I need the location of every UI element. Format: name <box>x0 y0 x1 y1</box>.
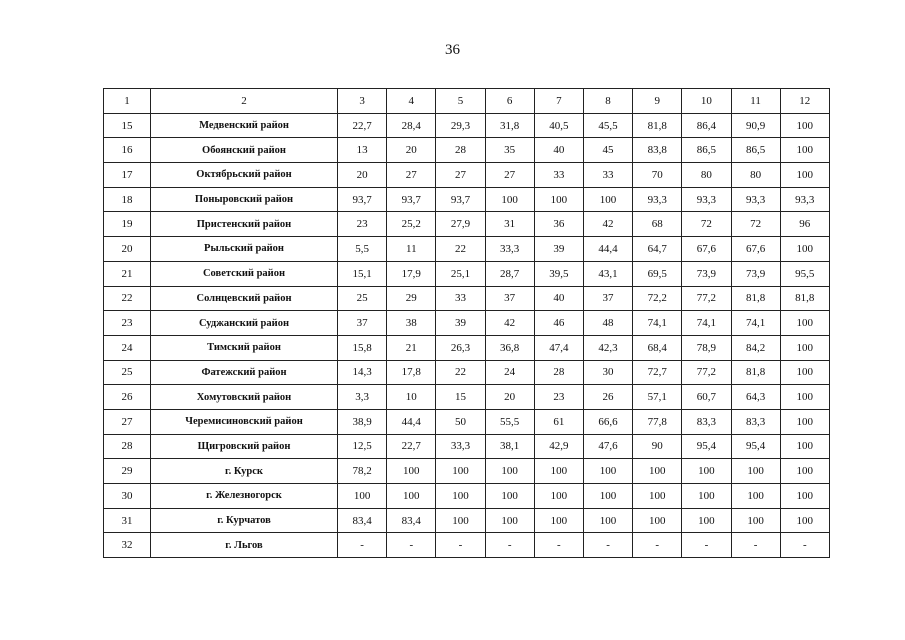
value-cell: 15 <box>436 385 485 410</box>
value-cell: 100 <box>338 484 387 509</box>
value-cell: 100 <box>387 484 436 509</box>
value-cell: 15,8 <box>338 335 387 360</box>
table-row <box>104 261 830 286</box>
row-number: 19 <box>104 212 151 237</box>
row-number: 29 <box>104 459 151 484</box>
value-cell: 100 <box>633 484 682 509</box>
value-cell: 29,3 <box>436 113 485 138</box>
column-header: 11 <box>731 89 780 114</box>
value-cell: 83,3 <box>731 409 780 434</box>
value-cell: 36,8 <box>485 335 534 360</box>
table-row <box>104 311 830 336</box>
row-number: 22 <box>104 286 151 311</box>
table-row <box>104 409 830 434</box>
value-cell: 77,2 <box>682 360 731 385</box>
value-cell: 100 <box>780 311 829 336</box>
value-cell: 15,1 <box>338 261 387 286</box>
value-cell: 40,5 <box>534 113 583 138</box>
value-cell: 24 <box>485 360 534 385</box>
value-cell: - <box>338 533 387 558</box>
column-header: 6 <box>485 89 534 114</box>
district-name: Медвенский район <box>151 113 338 138</box>
value-cell: 100 <box>485 508 534 533</box>
row-number: 18 <box>104 187 151 212</box>
value-cell: 100 <box>583 484 632 509</box>
header-row <box>104 89 830 114</box>
value-cell: 25 <box>338 286 387 311</box>
value-cell: - <box>583 533 632 558</box>
value-cell: 86,5 <box>682 138 731 163</box>
value-cell: 95,4 <box>731 434 780 459</box>
value-cell: 47,4 <box>534 335 583 360</box>
value-cell: 33 <box>534 163 583 188</box>
value-cell: 44,4 <box>387 409 436 434</box>
value-cell: - <box>731 533 780 558</box>
table-body <box>104 113 830 557</box>
value-cell: 69,5 <box>633 261 682 286</box>
value-cell: 48 <box>583 311 632 336</box>
value-cell: 100 <box>583 187 632 212</box>
value-cell: 100 <box>780 237 829 262</box>
value-cell: 38,9 <box>338 409 387 434</box>
value-cell: 37 <box>338 311 387 336</box>
value-cell: - <box>780 533 829 558</box>
value-cell: 100 <box>485 484 534 509</box>
row-number: 21 <box>104 261 151 286</box>
value-cell: 12,5 <box>338 434 387 459</box>
value-cell: 45,5 <box>583 113 632 138</box>
value-cell: 72,2 <box>633 286 682 311</box>
value-cell: 36 <box>534 212 583 237</box>
page-number: 36 <box>445 42 460 58</box>
value-cell: 11 <box>387 237 436 262</box>
value-cell: 100 <box>780 138 829 163</box>
value-cell: 28 <box>436 138 485 163</box>
district-name: г. Курчатов <box>151 508 338 533</box>
table-row <box>104 163 830 188</box>
table-row <box>104 459 830 484</box>
column-header: 4 <box>387 89 436 114</box>
value-cell: 64,7 <box>633 237 682 262</box>
district-name: Щигровский район <box>151 434 338 459</box>
value-cell: 73,9 <box>682 261 731 286</box>
value-cell: 20 <box>485 385 534 410</box>
value-cell: 27 <box>485 163 534 188</box>
value-cell: 33 <box>436 286 485 311</box>
row-number: 27 <box>104 409 151 434</box>
value-cell: 100 <box>583 459 632 484</box>
value-cell: 17,9 <box>387 261 436 286</box>
value-cell: 83,8 <box>633 138 682 163</box>
table-row <box>104 187 830 212</box>
column-header: 5 <box>436 89 485 114</box>
table-row <box>104 237 830 262</box>
row-number: 16 <box>104 138 151 163</box>
value-cell: 3,3 <box>338 385 387 410</box>
table-row <box>104 286 830 311</box>
value-cell: 29 <box>387 286 436 311</box>
value-cell: 81,8 <box>731 360 780 385</box>
table-row <box>104 360 830 385</box>
value-cell: 74,1 <box>633 311 682 336</box>
table-row <box>104 212 830 237</box>
value-cell: 10 <box>387 385 436 410</box>
value-cell: 93,7 <box>436 187 485 212</box>
table-row <box>104 113 830 138</box>
district-name: Солнцевский район <box>151 286 338 311</box>
value-cell: 68,4 <box>633 335 682 360</box>
column-header: 1 <box>104 89 151 114</box>
value-cell: 95,4 <box>682 434 731 459</box>
row-number: 30 <box>104 484 151 509</box>
value-cell: 33,3 <box>485 237 534 262</box>
value-cell: 86,4 <box>682 113 731 138</box>
value-cell: - <box>633 533 682 558</box>
value-cell: 67,6 <box>731 237 780 262</box>
row-number: 17 <box>104 163 151 188</box>
value-cell: 100 <box>387 459 436 484</box>
value-cell: 42 <box>485 311 534 336</box>
value-cell: 22 <box>436 360 485 385</box>
value-cell: 50 <box>436 409 485 434</box>
column-header: 7 <box>534 89 583 114</box>
value-cell: 72 <box>682 212 731 237</box>
row-number: 20 <box>104 237 151 262</box>
value-cell: 74,1 <box>731 311 780 336</box>
district-name: Пристенский район <box>151 212 338 237</box>
value-cell: 31,8 <box>485 113 534 138</box>
value-cell: 27,9 <box>436 212 485 237</box>
column-header: 8 <box>583 89 632 114</box>
value-cell: 33 <box>583 163 632 188</box>
table-header <box>104 89 830 114</box>
value-cell: 28,4 <box>387 113 436 138</box>
value-cell: 100 <box>633 459 682 484</box>
value-cell: 100 <box>633 508 682 533</box>
value-cell: 80 <box>731 163 780 188</box>
value-cell: 37 <box>583 286 632 311</box>
value-cell: - <box>682 533 731 558</box>
district-name: Рыльский район <box>151 237 338 262</box>
column-header: 3 <box>338 89 387 114</box>
value-cell: 100 <box>436 508 485 533</box>
row-number: 28 <box>104 434 151 459</box>
value-cell: 81,8 <box>731 286 780 311</box>
value-cell: 100 <box>534 187 583 212</box>
value-cell: 100 <box>731 484 780 509</box>
value-cell: 100 <box>583 508 632 533</box>
value-cell: 100 <box>780 484 829 509</box>
value-cell: 44,4 <box>583 237 632 262</box>
row-number: 24 <box>104 335 151 360</box>
value-cell: 100 <box>485 459 534 484</box>
value-cell: 45 <box>583 138 632 163</box>
value-cell: 42,3 <box>583 335 632 360</box>
data-table <box>103 88 830 558</box>
district-name: Хомутовский район <box>151 385 338 410</box>
value-cell: 78,2 <box>338 459 387 484</box>
value-cell: 20 <box>338 163 387 188</box>
value-cell: 90 <box>633 434 682 459</box>
value-cell: 93,3 <box>682 187 731 212</box>
value-cell: 40 <box>534 286 583 311</box>
value-cell: 93,7 <box>387 187 436 212</box>
value-cell: 40 <box>534 138 583 163</box>
value-cell: - <box>534 533 583 558</box>
value-cell: 72,7 <box>633 360 682 385</box>
value-cell: 37 <box>485 286 534 311</box>
district-name: г. Курск <box>151 459 338 484</box>
row-number: 15 <box>104 113 151 138</box>
value-cell: 26,3 <box>436 335 485 360</box>
district-name: Обоянский район <box>151 138 338 163</box>
row-number: 23 <box>104 311 151 336</box>
value-cell: 35 <box>485 138 534 163</box>
value-cell: 93,3 <box>731 187 780 212</box>
value-cell: 100 <box>682 484 731 509</box>
value-cell: 95,5 <box>780 261 829 286</box>
value-cell: 70 <box>633 163 682 188</box>
value-cell: 81,8 <box>780 286 829 311</box>
value-cell: 100 <box>780 508 829 533</box>
value-cell: 100 <box>780 434 829 459</box>
value-cell: 100 <box>731 459 780 484</box>
value-cell: 28 <box>534 360 583 385</box>
value-cell: - <box>436 533 485 558</box>
value-cell: 83,3 <box>682 409 731 434</box>
value-cell: 81,8 <box>633 113 682 138</box>
value-cell: 22,7 <box>338 113 387 138</box>
value-cell: 64,3 <box>731 385 780 410</box>
column-header: 10 <box>682 89 731 114</box>
value-cell: 77,2 <box>682 286 731 311</box>
row-number: 26 <box>104 385 151 410</box>
value-cell: 42,9 <box>534 434 583 459</box>
value-cell: 17,8 <box>387 360 436 385</box>
value-cell: 100 <box>780 459 829 484</box>
value-cell: 39 <box>534 237 583 262</box>
value-cell: 43,1 <box>583 261 632 286</box>
value-cell: 93,3 <box>780 187 829 212</box>
district-name: Фатежский район <box>151 360 338 385</box>
district-name: Черемисиновский район <box>151 409 338 434</box>
value-cell: 74,1 <box>682 311 731 336</box>
value-cell: 31 <box>485 212 534 237</box>
value-cell: 61 <box>534 409 583 434</box>
value-cell: 78,9 <box>682 335 731 360</box>
table-row <box>104 385 830 410</box>
value-cell: - <box>485 533 534 558</box>
value-cell: 27 <box>387 163 436 188</box>
value-cell: 38 <box>387 311 436 336</box>
value-cell: 20 <box>387 138 436 163</box>
value-cell: 100 <box>682 508 731 533</box>
value-cell: 83,4 <box>387 508 436 533</box>
value-cell: 100 <box>534 484 583 509</box>
column-header: 9 <box>633 89 682 114</box>
value-cell: 55,5 <box>485 409 534 434</box>
value-cell: 100 <box>534 459 583 484</box>
value-cell: 25,1 <box>436 261 485 286</box>
district-name: Советский район <box>151 261 338 286</box>
value-cell: 90,9 <box>731 113 780 138</box>
value-cell: 5,5 <box>338 237 387 262</box>
value-cell: 93,7 <box>338 187 387 212</box>
value-cell: 100 <box>780 113 829 138</box>
value-cell: 73,9 <box>731 261 780 286</box>
value-cell: 22 <box>436 237 485 262</box>
value-cell: 39,5 <box>534 261 583 286</box>
value-cell: 23 <box>534 385 583 410</box>
table-row <box>104 484 830 509</box>
value-cell: 22,7 <box>387 434 436 459</box>
district-name: г. Льгов <box>151 533 338 558</box>
value-cell: 47,6 <box>583 434 632 459</box>
row-number: 32 <box>104 533 151 558</box>
table-row <box>104 533 830 558</box>
district-name: Поныровский район <box>151 187 338 212</box>
value-cell: 38,1 <box>485 434 534 459</box>
value-cell: 33,3 <box>436 434 485 459</box>
value-cell: 30 <box>583 360 632 385</box>
value-cell: 100 <box>436 484 485 509</box>
value-cell: 100 <box>534 508 583 533</box>
value-cell: 68 <box>633 212 682 237</box>
value-cell: 26 <box>583 385 632 410</box>
value-cell: 100 <box>780 163 829 188</box>
value-cell: 84,2 <box>731 335 780 360</box>
value-cell: 100 <box>485 187 534 212</box>
column-header: 2 <box>151 89 338 114</box>
district-name: г. Железногорск <box>151 484 338 509</box>
value-cell: 100 <box>682 459 731 484</box>
value-cell: 46 <box>534 311 583 336</box>
value-cell: 27 <box>436 163 485 188</box>
value-cell: 96 <box>780 212 829 237</box>
value-cell: 25,2 <box>387 212 436 237</box>
value-cell: 86,5 <box>731 138 780 163</box>
value-cell: 77,8 <box>633 409 682 434</box>
value-cell: 39 <box>436 311 485 336</box>
value-cell: 93,3 <box>633 187 682 212</box>
value-cell: 100 <box>780 360 829 385</box>
value-cell: 100 <box>780 335 829 360</box>
value-cell: 83,4 <box>338 508 387 533</box>
district-name: Октябрьский район <box>151 163 338 188</box>
value-cell: 14,3 <box>338 360 387 385</box>
value-cell: 28,7 <box>485 261 534 286</box>
table-row <box>104 335 830 360</box>
district-name: Тимский район <box>151 335 338 360</box>
value-cell: 100 <box>780 385 829 410</box>
table-row <box>104 434 830 459</box>
value-cell: 23 <box>338 212 387 237</box>
value-cell: - <box>387 533 436 558</box>
value-cell: 80 <box>682 163 731 188</box>
table-row <box>104 508 830 533</box>
value-cell: 100 <box>780 409 829 434</box>
value-cell: 67,6 <box>682 237 731 262</box>
row-number: 25 <box>104 360 151 385</box>
value-cell: 42 <box>583 212 632 237</box>
table-row <box>104 138 830 163</box>
value-cell: 60,7 <box>682 385 731 410</box>
column-header: 12 <box>780 89 829 114</box>
row-number: 31 <box>104 508 151 533</box>
value-cell: 72 <box>731 212 780 237</box>
district-name: Суджанский район <box>151 311 338 336</box>
value-cell: 100 <box>731 508 780 533</box>
value-cell: 57,1 <box>633 385 682 410</box>
value-cell: 66,6 <box>583 409 632 434</box>
value-cell: 100 <box>436 459 485 484</box>
value-cell: 21 <box>387 335 436 360</box>
value-cell: 13 <box>338 138 387 163</box>
